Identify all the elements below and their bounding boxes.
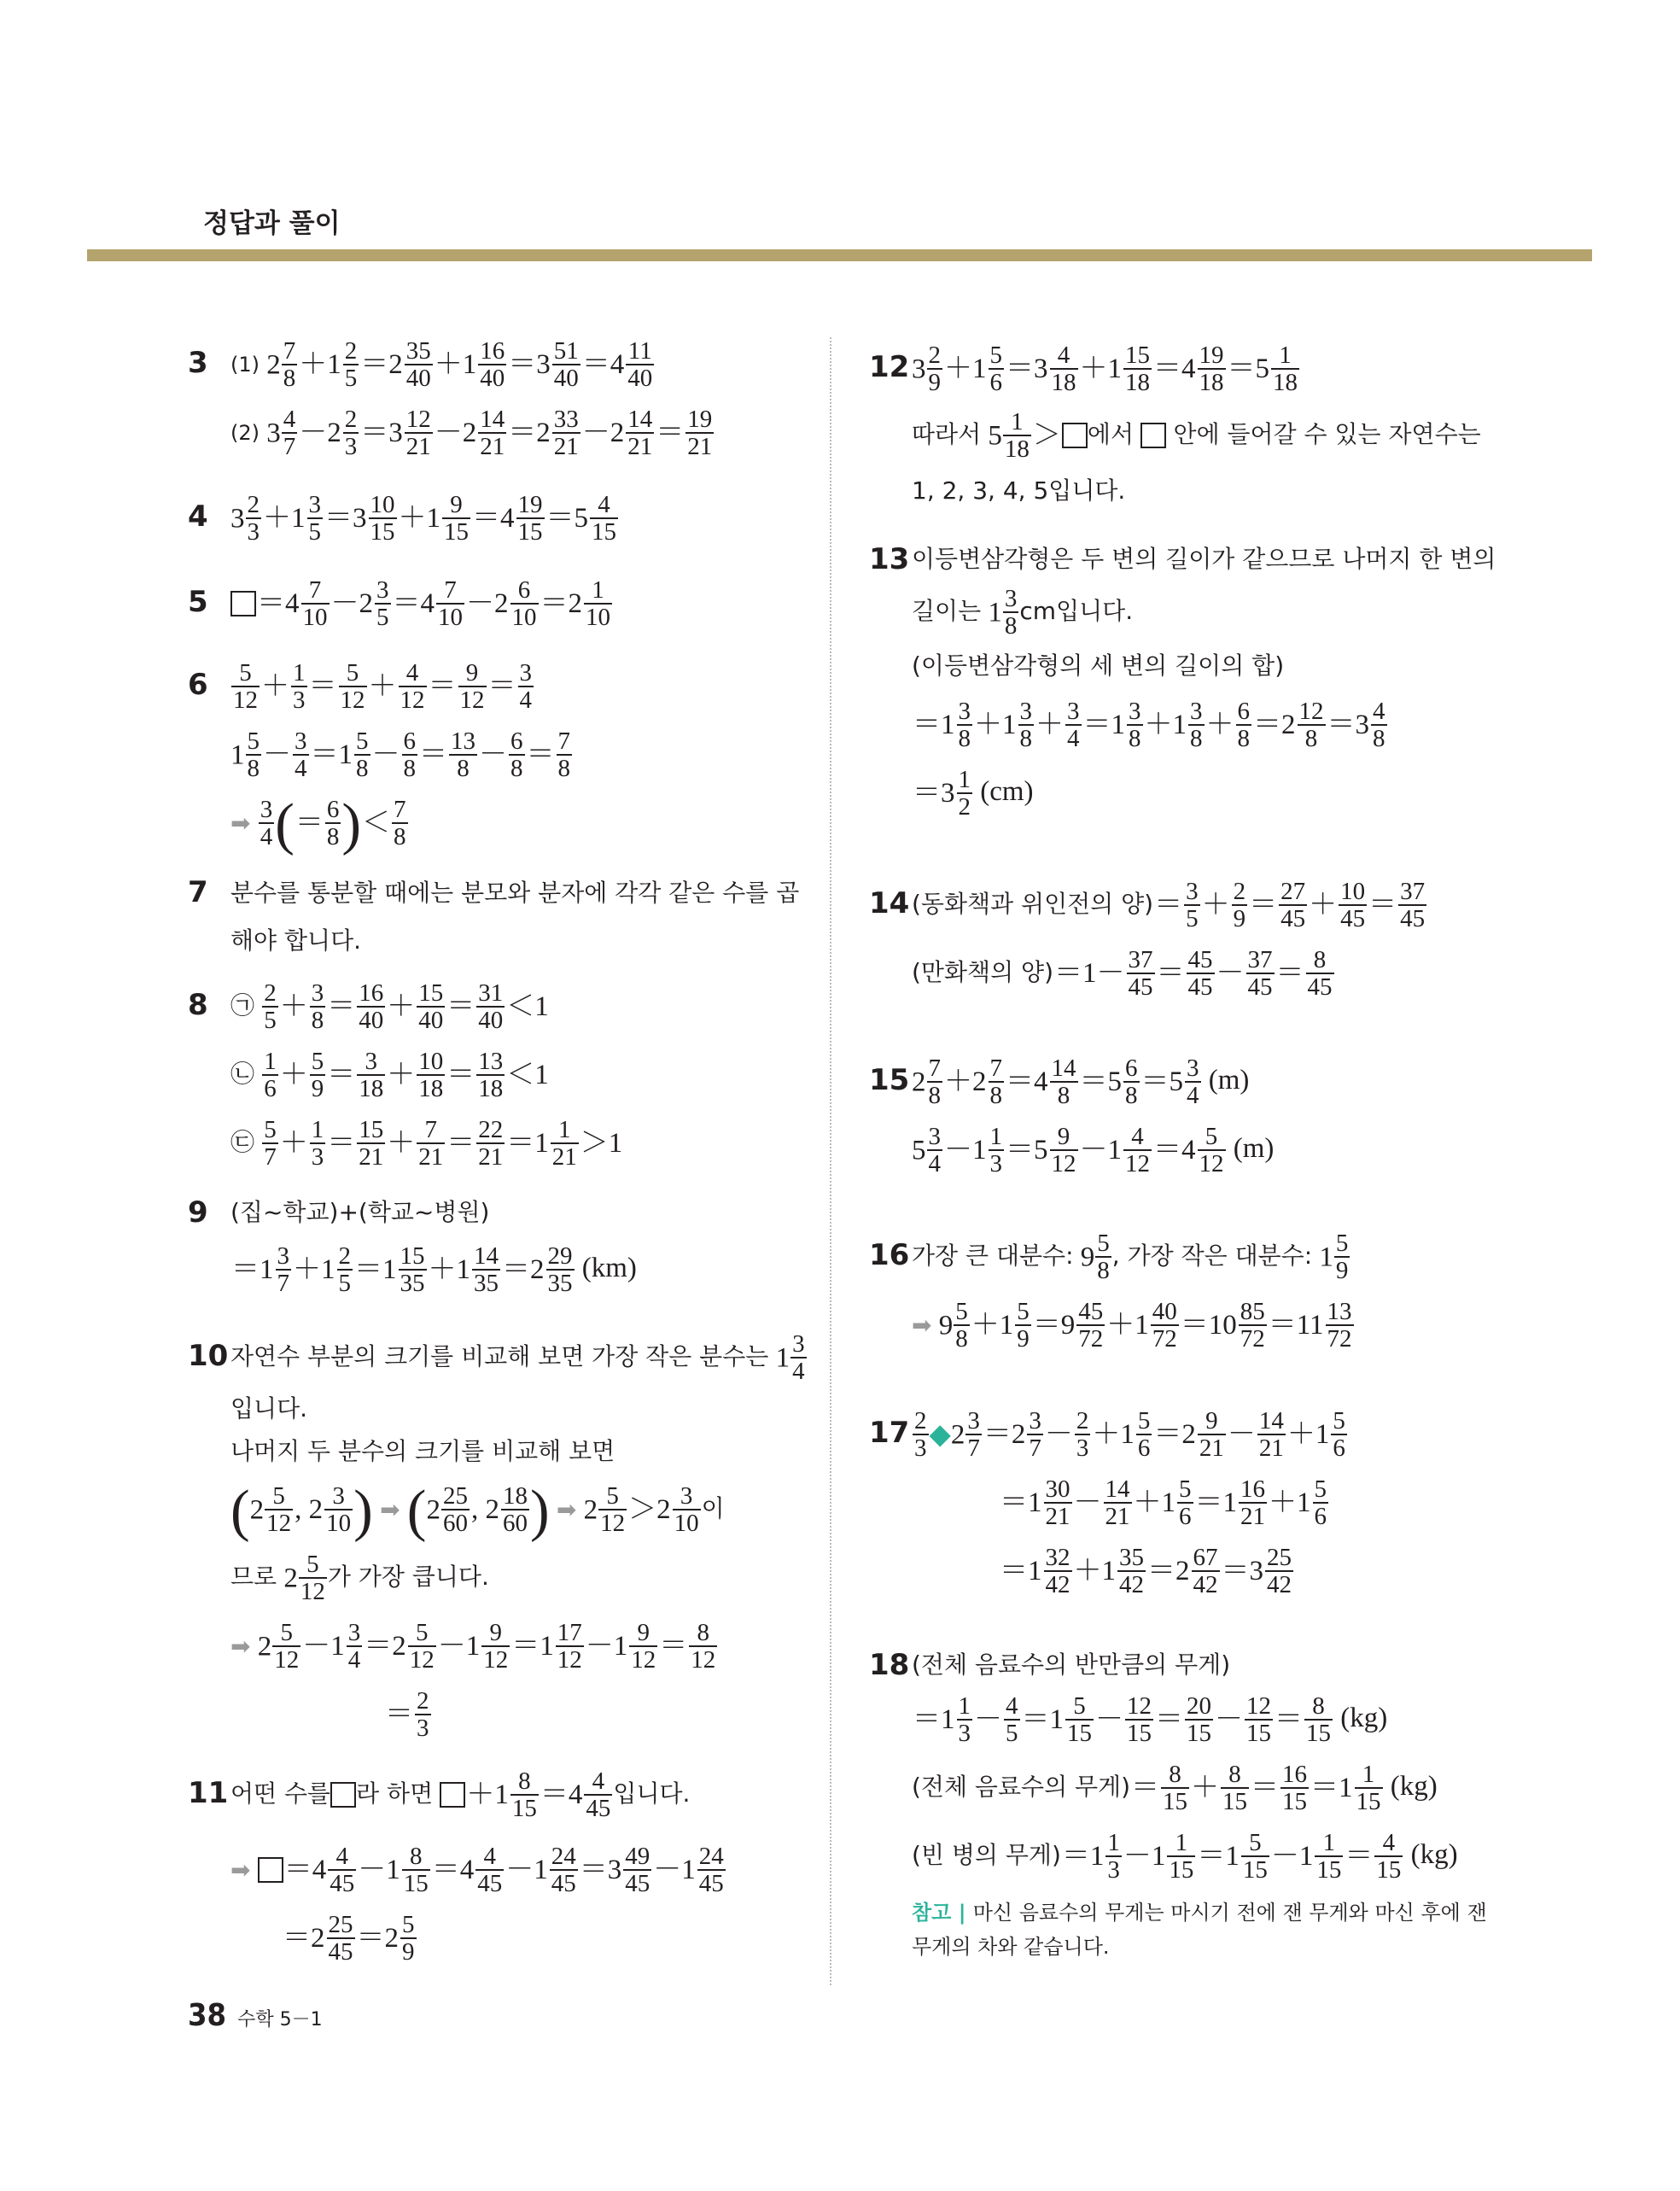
unit: (kg) <box>1410 1839 1458 1870</box>
problem-number: 17 <box>869 1416 910 1450</box>
equation-line: ＝ $\frac{2}{3}$ <box>385 1686 429 1743</box>
book-title: 수학 5－1 <box>237 2009 323 2030</box>
equation-line: 5 $\frac{3}{4}$ －1 $\frac{1}{3}$ ＝5 $\frac{9}{12}$ －1 $\frac{4}{12}$ ＝4 $\frac{5}{12}$ (m) <box>912 1122 1275 1178</box>
equation-line: ➡ ＝4 $\frac{4}{45}$ －1 $\frac{8}{15}$ ＝4 $\frac{4}{45}$ －1 $\frac{24}{45}$ ＝3 $\frac{49}{45}$ －1 $\frac{24}{45}$ <box>230 1842 724 1898</box>
note-label: 참고 | <box>912 1901 966 1925</box>
text-line: (집~학교)+(학교~병원) <box>230 1198 490 1226</box>
equation-line: ＝1 $\frac{30}{21}$ － $\frac{14}{21}$ ＋1 $\frac{5}{6}$ ＝1 $\frac{16}{21}$ ＋1 $\frac{5}{6}$ <box>1000 1475 1327 1531</box>
unit: (cm) <box>980 776 1034 807</box>
page-number: 38 <box>188 1998 227 2033</box>
problem-number: 7 <box>188 875 208 909</box>
option-label: ㉢ <box>230 1128 255 1156</box>
problem-number: 11 <box>188 1776 229 1810</box>
text-line: (전체 음료수의 반만큼의 무게) <box>912 1651 1231 1679</box>
note-block <box>912 1894 1487 1930</box>
equation-line: 3 $\frac{2}{3}$ ＋1 $\frac{3}{5}$ ＝3 $\frac{10}{15}$ ＋1 $\frac{9}{15}$ ＝4 $\frac{19}{15}$ ＝5 $\frac{4}{15}$ <box>230 490 616 546</box>
equation-line: ㉡ $\frac{1}{6}$ ＋ $\frac{5}{9}$ ＝ $\frac{3}{18}$ ＋ $\frac{10}{18}$ ＝ $\frac{13}{18}$ ＜1 <box>230 1047 549 1103</box>
problem-number: 8 <box>188 988 208 1022</box>
equation-line: ＝1 $\frac{3}{7}$ ＋1 $\frac{2}{5}$ ＝1 $\frac{15}{35}$ ＋1 $\frac{14}{35}$ ＝2 $\frac{29}{35}$ (km) <box>231 1242 637 1298</box>
blank-box <box>330 1782 356 1808</box>
equation-line: (1) 2 $\frac{7}{8}$ ＋1 $\frac{2}{5}$ ＝2 $\frac{35}{40}$ ＋1 $\frac{16}{40}$ ＝3 $\frac{51}{40}$ ＝4 $\frac{11}{40}$ <box>230 336 653 393</box>
problem-number: 9 <box>188 1195 208 1230</box>
text-segment: (빈 병의 무게) <box>912 1841 1061 1869</box>
note-text: 마신 음료수의 무게는 마시기 전에 잰 무게와 마신 후에 잰 <box>972 1901 1487 1925</box>
equation-line: (동화책과 위인전의 양)＝ $\frac{3}{5}$ ＋ $\frac{2}{9}$ ＝ $\frac{27}{45}$ ＋ $\frac{10}{45}$ ＝ $\frac{37}{45}$ <box>912 877 1426 933</box>
text-line: 어떤 수를 라 하면 ＋1 $\frac{8}{15}$ ＝4 $\frac{4}{45}$ 입니다. <box>230 1767 691 1823</box>
text-line: 이등변삼각형은 두 변의 길이가 같으므로 나머지 한 변의 <box>912 545 1496 573</box>
blank-box <box>258 1857 283 1883</box>
equation-line: ＝3 $\frac{1}{2}$ (cm) <box>913 765 1034 821</box>
equation-line: (만화책의 양)＝1－ $\frac{37}{45}$ ＝ $\frac{45}{45}$ － $\frac{37}{45}$ ＝ $\frac{8}{45}$ <box>912 945 1333 1002</box>
unit: (kg) <box>1390 1771 1438 1802</box>
arrow-icon: ➡ <box>230 1855 251 1884</box>
equation-line: ＝1 $\frac{32}{42}$ ＋1 $\frac{35}{42}$ ＝2 $\frac{67}{42}$ ＝3 $\frac{25}{42}$ <box>1000 1543 1292 1599</box>
equation-line: $\frac{5}{12}$ ＋ $\frac{1}{3}$ ＝ $\frac{5}{12}$ ＋ $\frac{4}{12}$ ＝ $\frac{9}{12}$ ＝ $\frac{3}{4}$ <box>233 658 532 715</box>
text-segment: (전체 음료수의 무게) <box>912 1773 1131 1801</box>
problem-number: 12 <box>869 350 910 384</box>
unit: (m) <box>1208 1065 1250 1096</box>
text-segment: 가장 큰 대분수: <box>912 1242 1074 1270</box>
text-segment: , 가장 작은 대분수: <box>1111 1242 1313 1270</box>
equation-line: 2 $\frac{7}{8}$ ＋2 $\frac{7}{8}$ ＝4 $\frac{14}{8}$ ＝5 $\frac{6}{8}$ ＝5 $\frac{3}{4}$ (m) <box>912 1054 1250 1110</box>
arrow-icon: ➡ <box>912 1311 932 1340</box>
option-label: ㉠ <box>230 991 255 1020</box>
equation-line: ㉠ $\frac{2}{5}$ ＋ $\frac{3}{8}$ ＝ $\frac{16}{40}$ ＋ $\frac{15}{40}$ ＝ $\frac{31}{40}$ ＜1 <box>230 979 549 1035</box>
equation-line: 3 $\frac{2}{9}$ ＋1 $\frac{5}{6}$ ＝3 $\frac{4}{18}$ ＋1 $\frac{15}{18}$ ＝4 $\frac{19}{18}$ ＝5 $\frac{1}{18}$ <box>912 341 1298 397</box>
text-segment: 입니다. <box>613 1779 691 1808</box>
blank-box <box>230 591 256 616</box>
text-segment: (동화책과 위인전의 양) <box>912 890 1154 918</box>
problem-number: 16 <box>869 1238 910 1272</box>
text-line: 길이는 1 $\frac{3}{8}$ cm입니다. <box>912 584 1134 640</box>
text-segment: 자연수 부분의 크기를 비교해 보면 가장 작은 분수는 <box>230 1342 769 1370</box>
equation-line: $\frac{2}{3}$ ◆2 $\frac{3}{7}$ ＝2 $\frac{3}{7}$ － $\frac{2}{3}$ ＋1 $\frac{5}{6}$ ＝2 $\frac{9}{21}$ － $\frac{14}{21}$ ＋1 $\frac{5}{6}$ <box>914 1406 1345 1463</box>
problem-number: 6 <box>188 668 208 702</box>
problem-number: 15 <box>869 1063 910 1097</box>
text-segment: 므로 <box>230 1563 277 1591</box>
text-line: 입니다. <box>230 1394 308 1423</box>
equation-line: (전체 음료수의 무게)＝ $\frac{8}{15}$ ＋ $\frac{8}{15}$ ＝ $\frac{16}{15}$ ＝1 $\frac{1}{15}$ (kg) <box>912 1760 1438 1816</box>
sub-label: (2) <box>230 421 260 445</box>
sub-label: (1) <box>230 353 260 377</box>
equation-line: (빈 병의 무게)＝1 $\frac{1}{3}$ －1 $\frac{1}{15}$ ＝1 $\frac{5}{15}$ －1 $\frac{1}{15}$ ＝ $\frac{4}{15}$ (kg) <box>912 1828 1458 1884</box>
text-line: 나머지 두 분수의 크기를 비교해 보면 <box>230 1437 615 1465</box>
text-segment: 가 가장 큽니다. <box>327 1563 489 1591</box>
arrow-icon: ➡ <box>230 809 251 838</box>
arrow-icon: ➡ <box>230 1632 251 1661</box>
equation-line: ➡ 2 $\frac{5}{12}$ －1 $\frac{3}{4}$ ＝2 $\frac{5}{12}$ －1 $\frac{9}{12}$ ＝1 $\frac{17}{12}$ －1 $\frac{9}{12}$ ＝ $\frac{8}{12}$ <box>230 1618 716 1674</box>
equation-line: ＝2 $\frac{25}{45}$ ＝2 $\frac{5}{9}$ <box>283 1910 415 1966</box>
equation-line: ➡ 9 $\frac{5}{8}$ ＋1 $\frac{5}{9}$ ＝9 $\frac{45}{72}$ ＋1 $\frac{40}{72}$ ＝10 $\frac{85}{72}$ ＝11 $\frac{13}{72}$ <box>912 1297 1352 1353</box>
problem-number: 18 <box>869 1648 910 1682</box>
text-segment: 길이는 <box>912 597 982 625</box>
problem-number: 13 <box>869 542 910 576</box>
equation-line: ＝4 $\frac{7}{10}$ －2 $\frac{3}{5}$ ＝4 $\frac{7}{10}$ －2 $\frac{6}{10}$ ＝2 $\frac{1}{10}$ <box>230 568 613 638</box>
text-segment: 안에 들어갈 수 있는 자연수는 <box>1173 420 1481 448</box>
problem-number: 4 <box>188 500 208 534</box>
text-line: 자연수 부분의 크기를 비교해 보면 가장 작은 분수는 1 $\frac{3}{4}$ <box>230 1329 805 1386</box>
column-divider <box>830 337 831 1985</box>
text-line: 따라서 5 $\frac{1}{18}$ ＞ 에서 안에 들어갈 수 있는 자연수는 <box>912 407 1481 464</box>
note-text: 무게의 차와 같습니다. <box>912 1935 1110 1959</box>
arrow-icon: ➡ <box>380 1495 400 1524</box>
option-label: ㉡ <box>230 1060 255 1088</box>
equation-line: (2) 3 $\frac{4}{7}$ －2 $\frac{2}{3}$ ＝3 $\frac{12}{21}$ －2 $\frac{14}{21}$ ＝2 $\frac{33}{21}$ －2 $\frac{14}{21}$ ＝ $\frac{19}{21}$ <box>230 405 713 461</box>
diamond-operator-icon: ◆ <box>929 1419 951 1451</box>
blank-box <box>1062 423 1088 448</box>
equation-line: ➡ $\frac{3}{4}$ (＝ $\frac{6}{8}$ )＜ $\frac{7}{8}$ <box>230 791 406 856</box>
problem-number: 5 <box>188 585 208 619</box>
problem-number: 14 <box>869 886 910 920</box>
page-title: 정답과 풀이 <box>203 208 341 239</box>
text-segment: (만화책의 양) <box>912 958 1053 986</box>
header-rule <box>87 249 1592 261</box>
text-segment: 따라서 <box>912 420 982 448</box>
equation-line: (2 $\frac{5}{12}$ , 2 $\frac{3}{10}$ ) ➡ (2 $\frac{25}{60}$ , 2 $\frac{18}{60}$ ) ➡ 2 $\frac{5}{12}$ ＞2 $\frac{3}{10}$ 이 <box>230 1477 725 1543</box>
text-line: 1, 2, 3, 4, 5입니다. <box>912 476 1126 505</box>
blank-box <box>440 1782 465 1808</box>
equation-line: ＝1 $\frac{1}{3}$ － $\frac{4}{5}$ ＝1 $\frac{5}{15}$ － $\frac{12}{15}$ ＝ $\frac{20}{15}$ － $\frac{12}{15}$ ＝ $\frac{8}{15}$ (kg) <box>913 1691 1388 1748</box>
page-footer <box>188 1998 323 2033</box>
text-line: 므로 2 $\frac{5}{12}$ 가 가장 큽니다. <box>230 1550 489 1606</box>
problem-number: 3 <box>188 346 208 380</box>
text-line: (이등변삼각형의 세 변의 길이의 합) <box>912 651 1285 680</box>
text-line: 해야 합니다. <box>230 926 362 955</box>
unit: (m) <box>1233 1133 1275 1164</box>
unit: (kg) <box>1340 1703 1388 1733</box>
equation-line: ㉢ $\frac{5}{7}$ ＋ $\frac{1}{3}$ ＝ $\frac{15}{21}$ ＋ $\frac{7}{21}$ ＝ $\frac{22}{21}$ ＝1 $\frac{1}{21}$ ＞1 <box>230 1115 623 1171</box>
unit: (km) <box>581 1253 637 1283</box>
text-line: 분수를 통분할 때에는 분모와 분자에 각각 같은 수를 곱 <box>230 879 800 907</box>
text-segment: 이 <box>701 1494 725 1522</box>
text-segment: cm입니다. <box>1019 597 1134 625</box>
problem-number: 10 <box>188 1339 229 1373</box>
text-segment: 라 하면 <box>356 1779 434 1808</box>
text-segment: 에서 <box>1087 420 1135 448</box>
text-segment: 어떤 수를 <box>230 1779 331 1808</box>
equation-line: 1 $\frac{5}{8}$ － $\frac{3}{4}$ ＝1 $\frac{5}{8}$ － $\frac{6}{8}$ ＝ $\frac{13}{8}$ － $\frac{6}{8}$ ＝ $\frac{7}{8}$ <box>230 727 570 783</box>
text-line: 가장 큰 대분수: 9 $\frac{5}{8}$ , 가장 작은 대분수: 1 $\frac{5}{9}$ <box>912 1229 1349 1285</box>
equation-line: ＝1 $\frac{3}{8}$ ＋1 $\frac{3}{8}$ ＋ $\frac{3}{4}$ ＝1 $\frac{3}{8}$ ＋1 $\frac{3}{8}$ ＋ $\frac{6}{8}$ ＝2 $\frac{12}{8}$ ＝3 $\frac{4}{8}$ <box>913 697 1385 753</box>
arrow-icon: ➡ <box>556 1495 577 1524</box>
blank-box <box>1140 423 1166 448</box>
